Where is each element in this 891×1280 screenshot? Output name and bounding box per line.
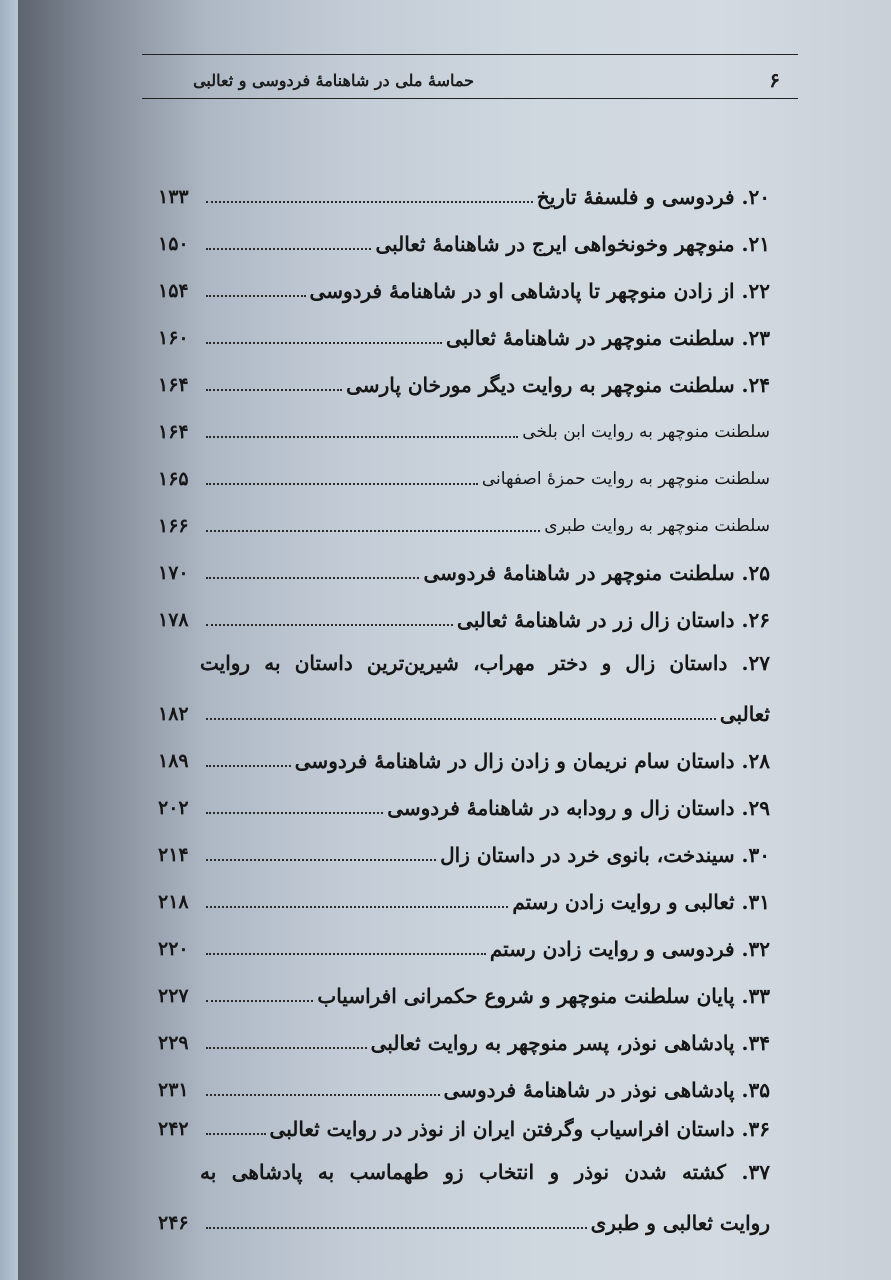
toc-leader-dots (206, 718, 716, 720)
toc-entry-title: ۲۴. سلطنت منوچهر به روایت دیگر مورخان پارسی (346, 373, 770, 397)
toc-entry (158, 366, 770, 400)
toc-entry-title: ۳۵. پادشاهی نوذر در شاهنامهٔ فردوسی (443, 1078, 770, 1102)
toc-leader-dots (206, 295, 306, 297)
toc-leader-dots (206, 812, 383, 814)
toc-entry (158, 554, 770, 588)
toc-entry-page: ۱۳۳ (158, 186, 189, 208)
toc-entry (158, 789, 770, 823)
toc-entry-page: ۲۲۰ (158, 938, 189, 960)
toc-leader-dots (206, 1000, 313, 1002)
toc-leader-dots (206, 1227, 587, 1229)
toc-entry (158, 1110, 770, 1144)
toc-entry-page: ۱۵۰ (158, 233, 189, 255)
toc-leader-dots (206, 530, 540, 532)
toc-leader-dots (206, 1094, 440, 1096)
toc-entry-title: ۳۳. پایان سلطنت منوچهر و شروع حکمرانی افراسیاب (317, 984, 770, 1008)
toc-entry-title: ۳۲. فردوسی و روایت زادن رستم (489, 937, 770, 961)
toc-subentry-page: ۱۶۴ (158, 421, 189, 443)
toc-leader-dots (206, 1047, 367, 1049)
toc-entry (158, 836, 770, 870)
toc-leader-dots (206, 906, 508, 908)
toc-entry-title-continued: ثعالبی (719, 702, 770, 726)
running-title: حماسهٔ ملی در شاهنامهٔ فردوسی و ثعالبی (193, 71, 474, 90)
toc-entry-page: ۲۳۱ (158, 1079, 189, 1101)
toc-subentry (158, 413, 770, 447)
toc-entry-page: ۱۶۰ (158, 327, 189, 349)
toc-subentry-title: سلطنت منوچهر به روایت ابن بلخی (522, 422, 770, 442)
toc-subentry (158, 460, 770, 494)
toc-entry-page: ۱۷۰ (158, 562, 189, 584)
toc-entry-title: ۲۱. منوچهر وخونخواهی ایرج در شاهنامهٔ ثعالبی (375, 232, 770, 256)
toc-entry (158, 977, 770, 1011)
toc-entry-page: ۱۶۴ (158, 374, 189, 396)
toc-entry (158, 695, 770, 729)
toc-entry (158, 601, 770, 635)
toc-entry (158, 272, 770, 306)
toc-subentry-title: سلطنت منوچهر به روایت حمزهٔ اصفهانی (481, 469, 770, 489)
toc-entry-title: ۲۳. سلطنت منوچهر در شاهنامهٔ ثعالبی (445, 326, 770, 350)
toc-leader-dots (206, 248, 371, 250)
toc-leader-dots (206, 483, 478, 485)
toc-entry-page: ۱۸۲ (158, 703, 189, 725)
toc-entry-title: ۲۸. داستان سام نریمان و زادن زال در شاهنامهٔ فردوسی (294, 749, 770, 773)
toc-leader-dots (206, 389, 342, 391)
toc-entry-page: ۱۸۹ (158, 750, 189, 772)
toc-entry-page: ۲۲۹ (158, 1032, 189, 1054)
toc-entry-title: ۲۲. از زادن منوچهر تا پادشاهی او در شاهنامهٔ فردوسی (309, 279, 770, 303)
toc-entry-title: ۲۷. داستان زال و دختر مهراب، شیرین‌ترین داستان به روایت (200, 651, 770, 675)
toc-entry (158, 319, 770, 353)
toc-entry-title: ۳۱. ثعالبی و روایت زادن رستم (512, 890, 770, 914)
toc-entry-title-continued: روایت ثعالبی و طبری (590, 1211, 770, 1235)
toc-entry (158, 1071, 770, 1105)
toc-entry-title: ۲۰. فردوسی و فلسفهٔ تاریخ (536, 185, 770, 209)
toc-leader-dots (206, 765, 291, 767)
toc-entry-title: ۲۶. داستان زال زر در شاهنامهٔ ثعالبی (457, 608, 770, 632)
toc-subentry-title: سلطنت منوچهر به روایت طبری (544, 516, 770, 536)
toc-leader-dots (206, 342, 442, 344)
toc-entry (158, 225, 770, 259)
page-number: ۶ (769, 68, 780, 92)
toc-entry-title: ۳۷. کشته شدن نوذر و انتخاب زو طهماسب به پادشاهی به (200, 1160, 770, 1184)
toc-entry-page: ۲۲۷ (158, 985, 189, 1007)
toc-leader-dots (206, 859, 436, 861)
toc-entry-page: ۱۷۸ (158, 609, 189, 631)
toc-entry-title: ۳۶. داستان افراسیاب وگرفتن ایران از نوذر در روایت ثعالبی (269, 1117, 770, 1141)
toc-entry-title: ۳۴. پادشاهی نوذر، پسر منوچهر به روایت ثعالبی (370, 1031, 770, 1055)
toc-subentry-page: ۱۶۶ (158, 515, 189, 537)
toc-leader-dots (206, 201, 533, 203)
toc-entry-page: ۲۱۸ (158, 891, 189, 913)
toc-entry (158, 883, 770, 917)
toc-entry-page: ۲۰۲ (158, 797, 189, 819)
toc-leader-dots (206, 624, 453, 626)
toc-entry (158, 930, 770, 964)
toc-entry-title: ۲۵. سلطنت منوچهر در شاهنامهٔ فردوسی (423, 561, 770, 585)
toc-subentry-page: ۱۶۵ (158, 468, 189, 490)
toc-entry (158, 1024, 770, 1058)
toc-leader-dots (206, 436, 518, 438)
toc-subentry (158, 507, 770, 541)
toc-entry-page: ۲۱۴ (158, 844, 189, 866)
toc-entry (158, 742, 770, 776)
toc-entry-title: ۳۰. سیندخت، بانوی خرد در داستان زال (440, 843, 770, 867)
toc-entry (158, 178, 770, 212)
toc-entry-page: ۲۴۲ (158, 1118, 189, 1140)
toc-entry-page: ۲۴۶ (158, 1212, 189, 1234)
toc-leader-dots (206, 577, 419, 579)
toc-entry-page: ۱۵۴ (158, 280, 189, 302)
toc-entry-title: ۲۹. داستان زال و رودابه در شاهنامهٔ فردوسی (387, 796, 770, 820)
toc-leader-dots (206, 1133, 266, 1135)
toc-leader-dots (206, 953, 486, 955)
toc-entry (158, 1204, 770, 1238)
